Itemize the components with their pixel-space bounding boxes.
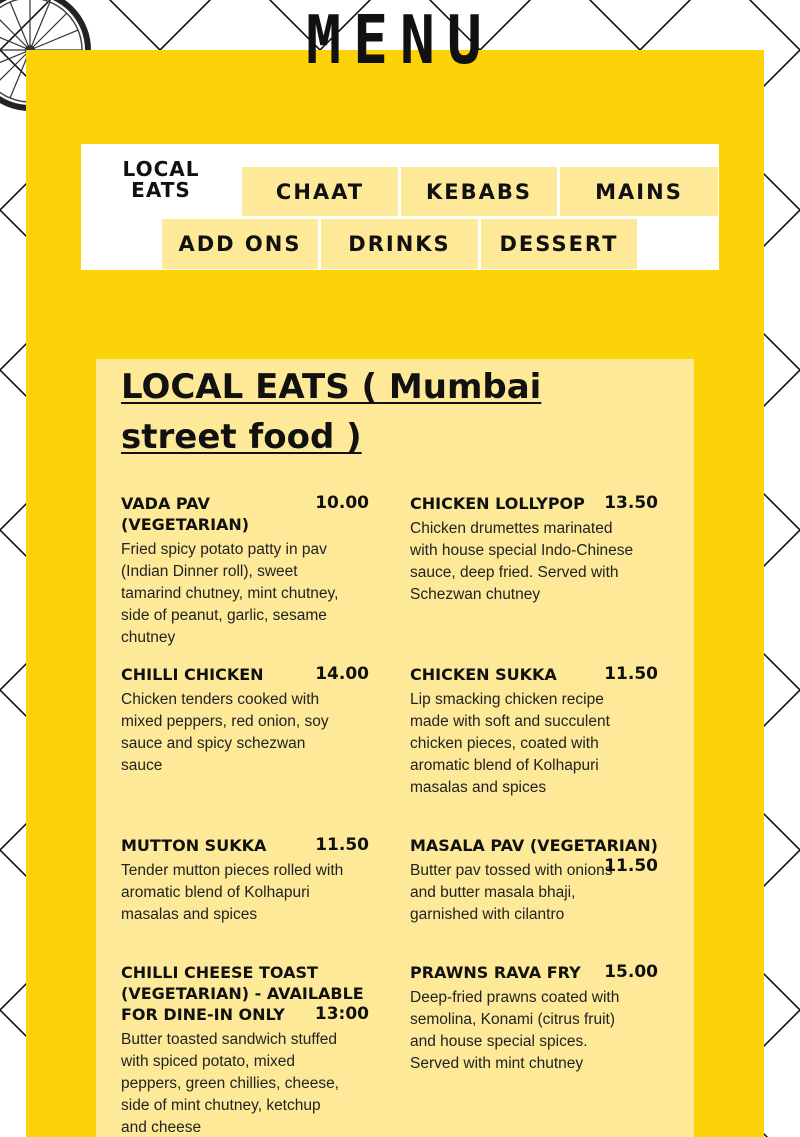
item-description: Deep-fried prawns coated with semolina, Konami (citrus fruit) and house special spices. Served with mint chutney [410, 989, 620, 1072]
tab-local-eats[interactable]: LOCAL EATS [122, 157, 200, 202]
tab-drinks[interactable]: DRINKS [321, 219, 478, 269]
item-description: Chicken tenders cooked with mixed peppers, red onion, soy sauce and spicy schezwan sauce [121, 691, 329, 774]
item-price: 13:00 [314, 1004, 369, 1024]
item-description: Butter toasted sandwich stuffed with spiced potato, mixed peppers, green chillies, cheese, side of mint chutney, ketchup and cheese [121, 1031, 339, 1136]
item-name: MASALA PAV (VEGETARIAN) [410, 836, 658, 855]
item-price: 13.50 [604, 493, 658, 513]
item-name: CHICKEN LOLLYPOP [410, 494, 585, 513]
item-description: Chicken drumettes marinated with house special Indo-Chinese sauce, deep fried. Served with Schezwan chutney [410, 520, 634, 603]
item-price: 14.00 [315, 664, 369, 684]
tab-chaat[interactable]: CHAAT [242, 167, 398, 216]
item-price: 11.50 [315, 835, 369, 855]
item-price: 15.00 [604, 962, 658, 982]
item-description: Tender mutton pieces rolled with aromatic blend of Kolhapuri masalas and spices [121, 862, 344, 923]
item-name: PRAWNS RAVA FRY [410, 963, 581, 982]
item-name: CHILLI CHICKEN [121, 665, 264, 684]
tab-add-ons[interactable]: ADD ONS [162, 219, 318, 269]
tab-kebabs[interactable]: KEBABS [401, 167, 557, 216]
item-name: CHICKEN SUKKA [410, 665, 557, 684]
menu-item [410, 962, 658, 1075]
item-description: Butter pav tossed with onions and butter masala bhaji, garnished with cilantro [410, 862, 613, 923]
menu-item [410, 835, 658, 926]
menu-item [410, 493, 658, 606]
tab-mains[interactable]: MAINS [560, 167, 718, 216]
section-title: LOCAL EATS ( Mumbai street food ) [121, 367, 542, 457]
menu-item [121, 664, 369, 777]
menu-item [121, 835, 369, 926]
item-price: 10.00 [315, 493, 369, 513]
page-title: MENU [306, 0, 494, 80]
item-description: Fried spicy potato patty in pav (Indian Dinner roll), sweet tamarind chutney, mint chutney, side of peanut, garlic, sesame chutney [121, 541, 339, 646]
tab-dessert[interactable]: DESSERT [481, 219, 637, 269]
item-price: 11.50 [604, 856, 658, 876]
menu-item [121, 493, 369, 649]
menu-item [121, 962, 369, 1137]
item-name: MUTTON SUKKA [121, 836, 267, 855]
item-price: 11.50 [604, 664, 658, 684]
menu-item [410, 664, 658, 799]
item-description: Lip smacking chicken recipe made with soft and succulent chicken pieces, coated with aromatic blend of Kolhapuri masalas and spices [410, 691, 610, 796]
item-name: VADA PAV (VEGETARIAN) [121, 494, 250, 534]
item-name: CHILLI CHEESE TOAST (VEGETARIAN) - AVAILABLE FOR DINE-IN ONLY [121, 963, 364, 1024]
